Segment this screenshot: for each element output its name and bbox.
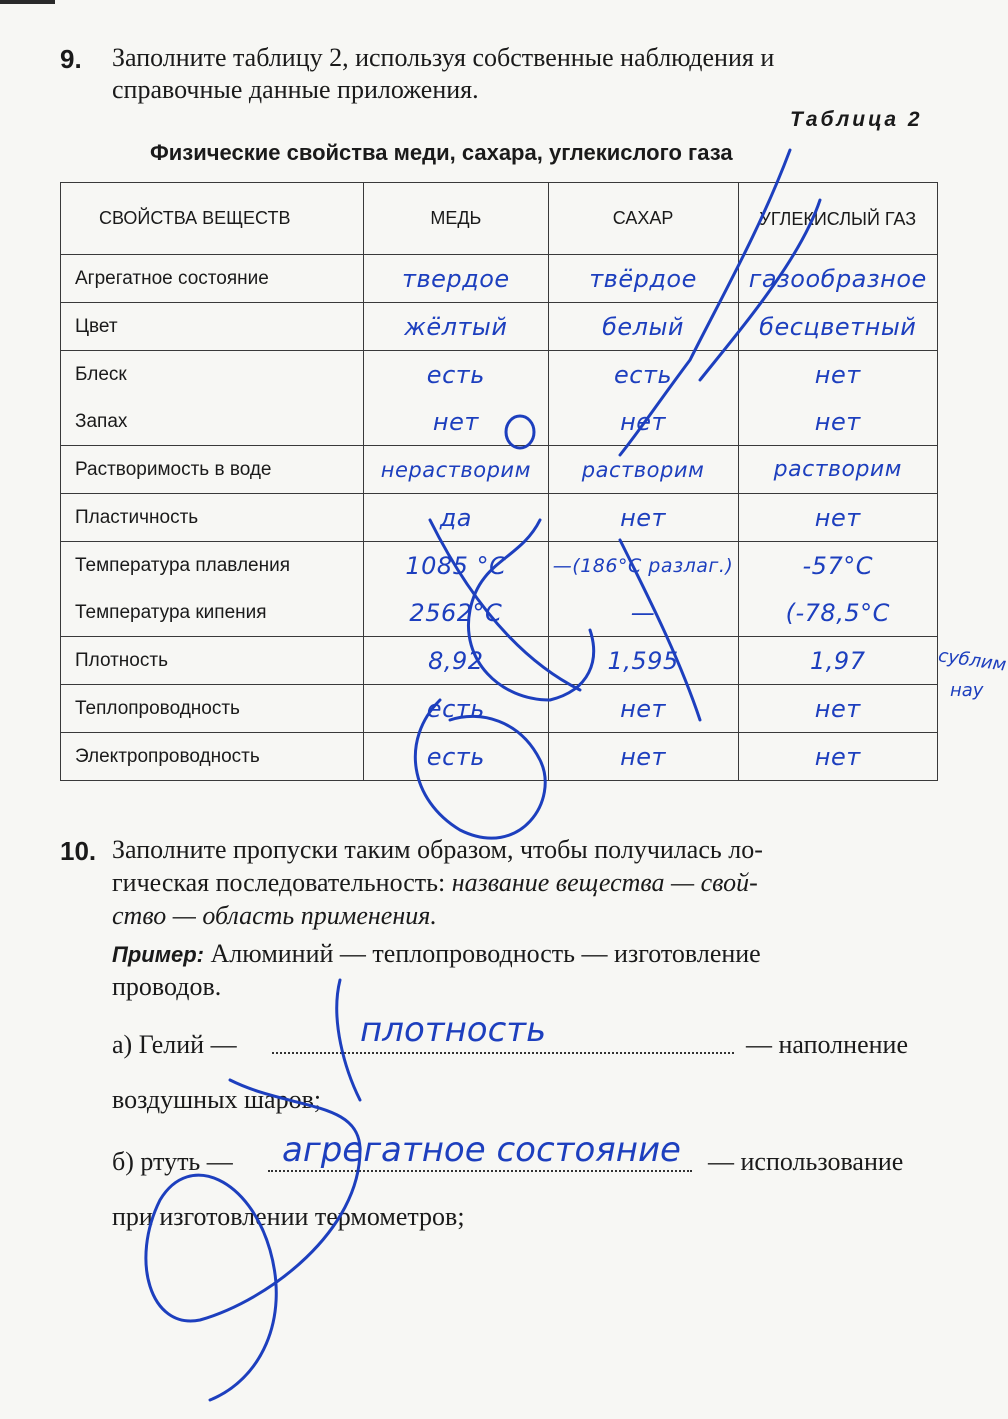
copper-value: нет	[364, 398, 548, 446]
item-b-line2: при изготовлении термометров;	[112, 1202, 465, 1231]
task10-line2-italic: название вещества — свой-	[451, 868, 758, 897]
property-label: Запах	[61, 398, 364, 446]
task9-number: 9.	[60, 44, 82, 74]
sugar-value: нет	[548, 685, 738, 733]
item-b-blank[interactable]	[268, 1170, 692, 1172]
property-label: Плотность	[61, 637, 364, 685]
property-label: Пластичность	[61, 494, 364, 542]
example-line1	[112, 937, 761, 971]
task10-number: 10.	[60, 836, 97, 866]
copper-value: есть	[364, 685, 548, 733]
table-row	[61, 255, 938, 303]
copper-value: 1085 °C	[364, 542, 548, 590]
sugar-value: —	[548, 589, 738, 637]
table-row	[61, 398, 938, 446]
copper-value: жёлтый	[364, 303, 548, 351]
scribble-stroke	[337, 980, 360, 1100]
copper-value: нерастворим	[364, 446, 548, 494]
scribble-loop	[146, 1080, 360, 1400]
co2-value: нет	[738, 351, 937, 399]
item-a-blank[interactable]	[272, 1052, 734, 1054]
co2-value: нет	[738, 398, 937, 446]
sugar-value: нет	[548, 494, 738, 542]
table-row	[61, 542, 938, 590]
item-a-answer: плотность	[360, 1010, 547, 1050]
co2-value: -57°C	[738, 542, 937, 590]
sugar-value: нет	[548, 398, 738, 446]
copper-value: да	[364, 494, 548, 542]
item-a-line2: воздушных шаров;	[112, 1085, 322, 1114]
sugar-value: белый	[548, 303, 738, 351]
margin-note-2: нау	[950, 680, 984, 701]
table-row	[61, 351, 938, 399]
sugar-value: нет	[548, 733, 738, 781]
co2-value: (-78,5°C	[738, 589, 937, 637]
table-row	[61, 494, 938, 542]
item-a-end: — наполнение	[746, 1030, 908, 1059]
example-line2: проводов.	[112, 972, 222, 1001]
property-label: Электропроводность	[61, 733, 364, 781]
property-label: Цвет	[61, 303, 364, 351]
header-co2: УГЛЕКИСЛЫЙ ГАЗ	[738, 183, 937, 255]
copper-value: твердое	[364, 255, 548, 303]
copper-value: есть	[364, 733, 548, 781]
task10-line2	[112, 866, 758, 899]
margin-note-1: сублим	[936, 645, 1008, 676]
task9-text-line1: Заполните таблицу 2, используя собственные наблюдения и	[112, 43, 775, 72]
table-title: Физические свойства меди, сахара, углекислого газа	[150, 140, 733, 165]
co2-value: нет	[738, 733, 937, 781]
properties-table	[60, 182, 938, 781]
item-b-start: б) ртуть —	[112, 1147, 233, 1176]
table-row	[61, 637, 938, 685]
property-label: Растворимость в воде	[61, 446, 364, 494]
task10-line3: ство — область применения.	[112, 901, 437, 930]
co2-value: бесцветный	[738, 303, 937, 351]
header-copper: МЕДЬ	[364, 183, 548, 255]
table-row	[61, 303, 938, 351]
co2-value: растворим	[738, 446, 937, 494]
task9-text-line2: справочные данные приложения.	[112, 75, 479, 104]
table-row	[61, 733, 938, 781]
top-rule	[0, 0, 55, 4]
table-row	[61, 589, 938, 637]
example-text: Алюминий — теплопроводность — изготовление	[203, 939, 761, 968]
co2-value: газообразное	[738, 255, 937, 303]
header-sugar: САХАР	[548, 183, 738, 255]
copper-value: 2562°C	[364, 589, 548, 637]
table-row	[61, 685, 938, 733]
co2-value: нет	[738, 685, 937, 733]
sugar-value: есть	[548, 351, 738, 399]
property-label: Агрегатное состояние	[61, 255, 364, 303]
sugar-value: —(186°C разлаг.)	[548, 542, 738, 590]
copper-value: 8,92	[364, 637, 548, 685]
table-row	[61, 446, 938, 494]
property-label: Теплопроводность	[61, 685, 364, 733]
task10-line2-plain: гическая последовательность:	[112, 868, 452, 897]
item-b-end: — использование	[708, 1147, 904, 1176]
co2-value: 1,97	[738, 637, 937, 685]
header-properties: СВОЙСТВА ВЕЩЕСТВ	[61, 183, 364, 255]
example-label: Пример:	[112, 942, 204, 967]
co2-value: нет	[738, 494, 937, 542]
property-label: Блеск	[61, 351, 364, 399]
item-b-answer: агрегатное состояние	[282, 1130, 681, 1170]
sugar-value: твёрдое	[548, 255, 738, 303]
copper-value: есть	[364, 351, 548, 399]
property-label: Температура кипения	[61, 589, 364, 637]
task10-line1: Заполните пропуски таким образом, чтобы получилась ло-	[112, 835, 763, 864]
sugar-value: 1,595	[548, 637, 738, 685]
table-header-row	[61, 183, 938, 255]
item-a-start: а) Гелий —	[112, 1030, 237, 1059]
property-label: Температура плавления	[61, 542, 364, 590]
table-caption: Таблица 2	[790, 108, 923, 131]
sugar-value: растворим	[548, 446, 738, 494]
